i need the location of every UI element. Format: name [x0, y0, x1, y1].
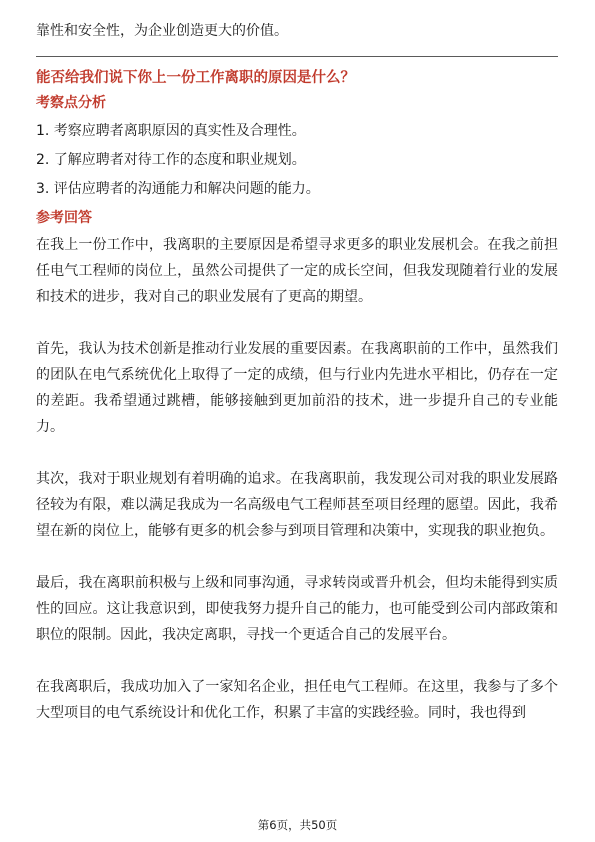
analysis-list	[36, 117, 558, 204]
page-footer: 第6页，共50页	[257, 818, 338, 832]
answer-heading: 参考回答	[36, 210, 92, 226]
answer-paragraph: 在我上一份工作中，我离职的主要原因是希望寻求更多的职业发展机会。在我之前担任电气工程师的岗位上，虽然公司提供了一定的成长空间，但我发现随着行业的发展和技术的进步，我对自己的职业发展有了更高的期望。	[36, 237, 558, 305]
answer-paragraph: 首先，我认为技术创新是推动行业发展的重要因素。在我离职前的工作中，虽然我们的团队在电气系统优化上取得了一定的成绩，但与行业内先进水平相比，仍存在一定的差距。我希望通过跳槽，能够接触到更加前沿的技术，进一步提升自己的专业能力。	[36, 341, 558, 435]
answer-paragraph: 最后，我在离职前积极与上级和同事沟通，寻求转岗或晋升机会，但均未能得到实质性的回应。这让我意识到，即使我努力提升自己的能力，也可能受到公司内部政策和职位的限制。因此，我决定离职，寻找一个更适合自己的发展平台。	[36, 575, 558, 643]
answer-paragraph: 其次，我对于职业规划有着明确的追求。在我离职前，我发现公司对我的职业发展路径较为有限，难以满足我成为一名高级电气工程师甚至项目经理的愿望。因此，我希望在新的岗位上，能够有更多的机会参与到项目管理和决策中，实现我的职业抱负。	[36, 471, 558, 539]
answer-paragraph: 在我离职后，我成功加入了一家知名企业，担任电气工程师。在这里，我参与了多个大型项目的电气系统设计和优化工作，积累了丰富的实践经验。同时，我也得到	[36, 679, 558, 721]
question-title: 能否给我们说下你上一份工作离职的原因是什么？	[36, 70, 355, 86]
lead-text: 靠性和安全性，为企业创造更大的价值。	[36, 23, 288, 39]
section-divider	[36, 56, 558, 57]
analysis-item: 3. 评估应聘者的沟通能力和解决问题的能力。	[36, 181, 320, 197]
analysis-item: 2. 了解应聘者对待工作的态度和职业规划。	[36, 152, 306, 168]
analysis-item: 1. 考察应聘者离职原因的真实性及合理性。	[36, 123, 306, 139]
page-content	[36, 18, 558, 752]
analysis-heading: 考察点分析	[36, 95, 106, 111]
